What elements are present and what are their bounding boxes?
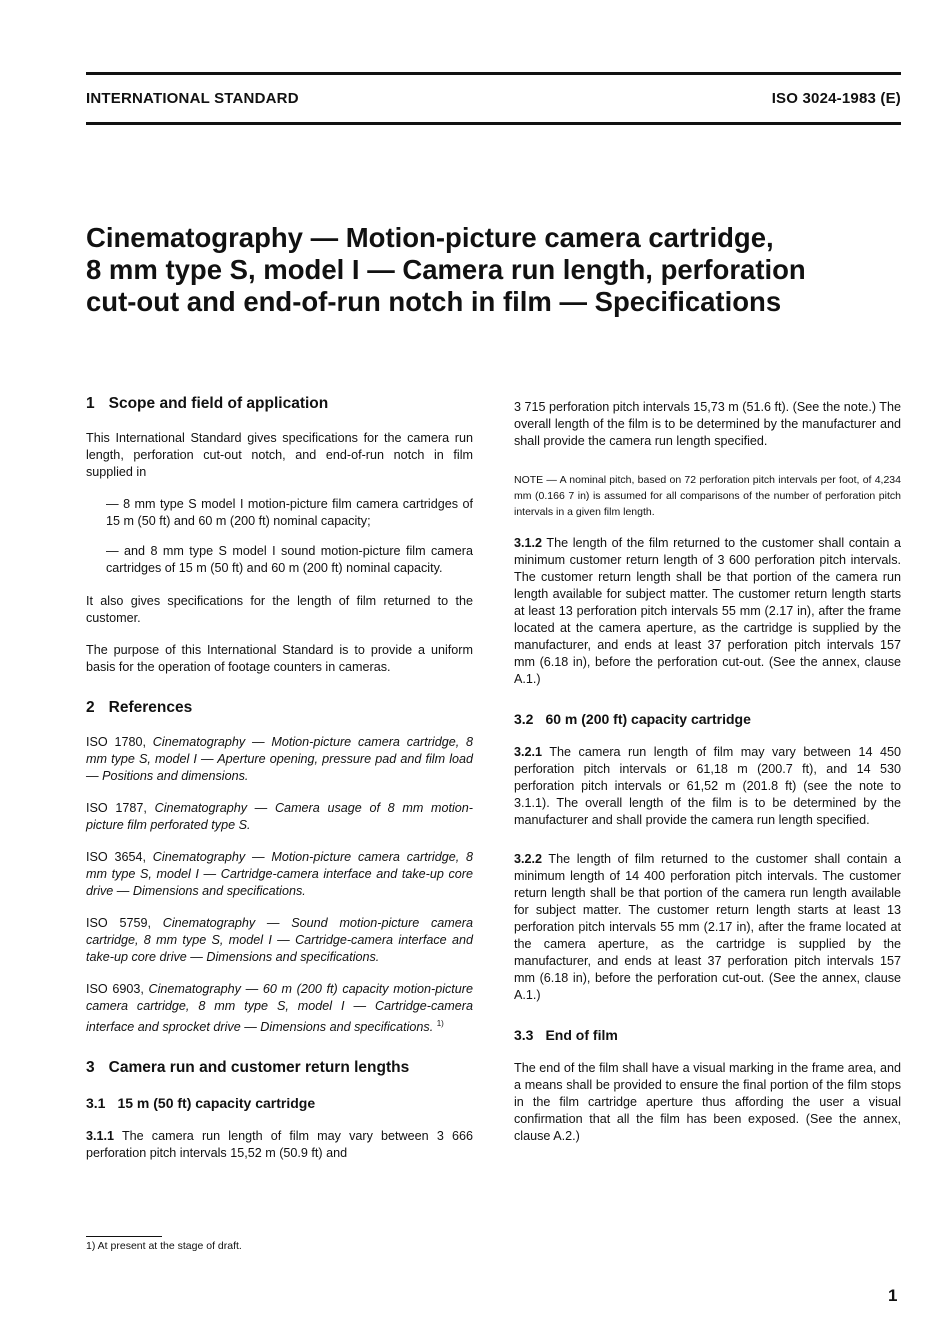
reference-iso-1780: ISO 1780, Cinematography — Motion-picture camera cartridge, 8 mm type S, model I — Aperture opening, pressure pad and film load — Positions and dimensions. bbox=[86, 735, 474, 783]
reference-iso-6903: ISO 6903, Cinematography — 60 m (200 ft) capacity motion-picture camera cartridge, 8 mm type S, model I — Cartridge-camera interface and sprocket drive — Dimensions and specifications. $^{1)}$ bbox=[86, 982, 473, 1035]
title-line-2: 8 mm type S, model I — Camera run length, perforation bbox=[86, 254, 806, 285]
top-rule bbox=[86, 72, 901, 75]
clause-3-1-1-part-a: 3.1.1 The camera run length of film may vary between 3 666 perforation pitch intervals 15,52 m (50.9 ft) and bbox=[86, 1129, 473, 1161]
header-right: ISO 3024-1983 (E) bbox=[771, 90, 901, 107]
section-3-1-title: 15 m (50 ft) capacity cartridge bbox=[117, 1095, 316, 1112]
section-3-1-heading bbox=[86, 1094, 473, 1112]
section-2-heading bbox=[86, 698, 473, 718]
reference-iso-1787: ISO 1787, Cinematography — Camera usage of 8 mm motion-picture film perforated type S. bbox=[86, 801, 473, 832]
note: NOTE — A nominal pitch, based on 72 perforation pitch intervals per foot, of 4,234 mm (0.166 7 in) is assumed for all comparisons of the number of perforation pitch intervals in a given film length. bbox=[514, 474, 901, 518]
scope-paragraph-1: This International Standard gives specifications for the camera run length, perforation cut-out notch, and end-of-run notch in film supplied in bbox=[86, 431, 473, 479]
section-3-2-heading bbox=[514, 710, 901, 728]
section-3-2-title: 60 m (200 ft) capacity cartridge bbox=[545, 711, 751, 727]
clause-3-2-2: 3.2.2 The length of film returned to the customer shall contain a minimum length of 14 400 perforation pitch intervals. The customer return length shall be that portion of the camera run length available for subject matter. The customer return length starts at least 13 perforation pitch intervals 55 mm (2.17 in), after the frame located at the camera aperture, as the cartridge is supplied by the manufacturer, and ends at least 37 perforation pitch intervals 157 mm (6.18 in), before the perforation cut-out. (See the annex, clause A.1.) bbox=[514, 852, 901, 1002]
clause-3-2-1: 3.2.1 The camera run length of film may vary between 14 450 perforation pitch intervals or 61,18 m (200.7 ft), and 14 530 perforation pitch intervals or 61,52 m (201.8 ft) (see the note to 3.1.1). The overall length of the film is to be determined by the manufacturer and shall provide the camera run length specified. bbox=[514, 745, 901, 827]
left-column bbox=[86, 394, 473, 1177]
scope-list-item-2: — and 8 mm type S model I sound motion-picture film camera cartridges of 15 m (50 ft) and 60 m (200 ft) nominal capacity. bbox=[106, 544, 473, 575]
title-line-3: cut-out and end-of-run notch in film — Specifications bbox=[86, 286, 782, 317]
reference-iso-3654: ISO 3654, Cinematography — Motion-picture camera cartridge, 8 mm type S, model I — Cartridge-camera interface and take-up core drive — Dimensions and specifications. bbox=[86, 850, 474, 898]
reference-iso-5759: ISO 5759, Cinematography — Sound motion-picture camera cartridge, 8 mm type S, model I — Cartridge-camera interface and take-up core drive — Dimensions and specifications. bbox=[86, 916, 473, 964]
clause-3-1-1-part-b: 3 715 perforation pitch intervals 15,73 m (51.6 ft). (See the note.) The overall length of the film is to be determined by the manufacturer and shall provide the camera run length specified. bbox=[514, 400, 901, 448]
section-1-heading bbox=[86, 394, 473, 414]
section-3-number: 3 bbox=[86, 1059, 95, 1077]
section-1-title: Scope and field of application bbox=[108, 395, 329, 412]
document-title bbox=[86, 222, 916, 318]
scope-list-item-1: — 8 mm type S model I motion-picture film camera cartridges of 15 m (50 ft) and 60 m (200 ft) nominal capacity; bbox=[106, 497, 473, 528]
section-3-title: Camera run and customer return lengths bbox=[108, 1059, 410, 1077]
section-3-2-number: 3.2 bbox=[514, 711, 534, 727]
header-rule bbox=[86, 122, 901, 125]
section-3-heading bbox=[86, 1058, 473, 1078]
scope-paragraph-3: The purpose of this International Standard is to provide a uniform basis for the operation of footage counters in cameras. bbox=[86, 643, 473, 674]
title-line-1: Cinematography — Motion-picture camera cartridge, bbox=[86, 222, 774, 253]
footnote-rule bbox=[86, 1236, 162, 1237]
section-2-title: References bbox=[108, 699, 193, 716]
section-2-number: 2 bbox=[86, 699, 95, 716]
clause-3-3-text: The end of the film shall have a visual marking in the frame area, and a means shall be provided to ensure the final portion of the film stops in the film cartridge aperture thus affording the user a visual confirmation that all the film has been exposed. (See the annex, clause A.2.) bbox=[514, 1061, 901, 1143]
section-3-1-number: 3.1 bbox=[86, 1095, 106, 1112]
scope-paragraph-2: It also gives specifications for the length of film returned to the customer. bbox=[86, 594, 473, 625]
section-1-number: 1 bbox=[86, 395, 95, 412]
section-3-3-title: End of film bbox=[545, 1027, 618, 1043]
section-3-3-number: 3.3 bbox=[514, 1027, 534, 1043]
clause-3-1-2: 3.1.2 The length of the film returned to the customer shall contain a minimum customer return length of 3 600 perforation pitch intervals. The customer return length shall be that portion of the camera run length available for subject matter. The customer return length starts at least 13 perforation pitch intervals 55 mm (2.17 in), after the frame located at the camera aperture, as the cartridge is supplied by the manufacturer, and ends at least 37 perforation pitch intervals 157 mm (6.18 in), before the perforation cut-out. (See the annex, clause A.1.) bbox=[514, 536, 901, 686]
footnote-mark: 1) bbox=[436, 1019, 444, 1028]
page-number: 1 bbox=[888, 1286, 898, 1305]
header-left: INTERNATIONAL STANDARD bbox=[86, 90, 299, 107]
right-column bbox=[514, 399, 901, 1160]
footnote: 1) At present at the stage of draft. bbox=[86, 1240, 242, 1252]
section-3-3-heading bbox=[514, 1026, 901, 1044]
